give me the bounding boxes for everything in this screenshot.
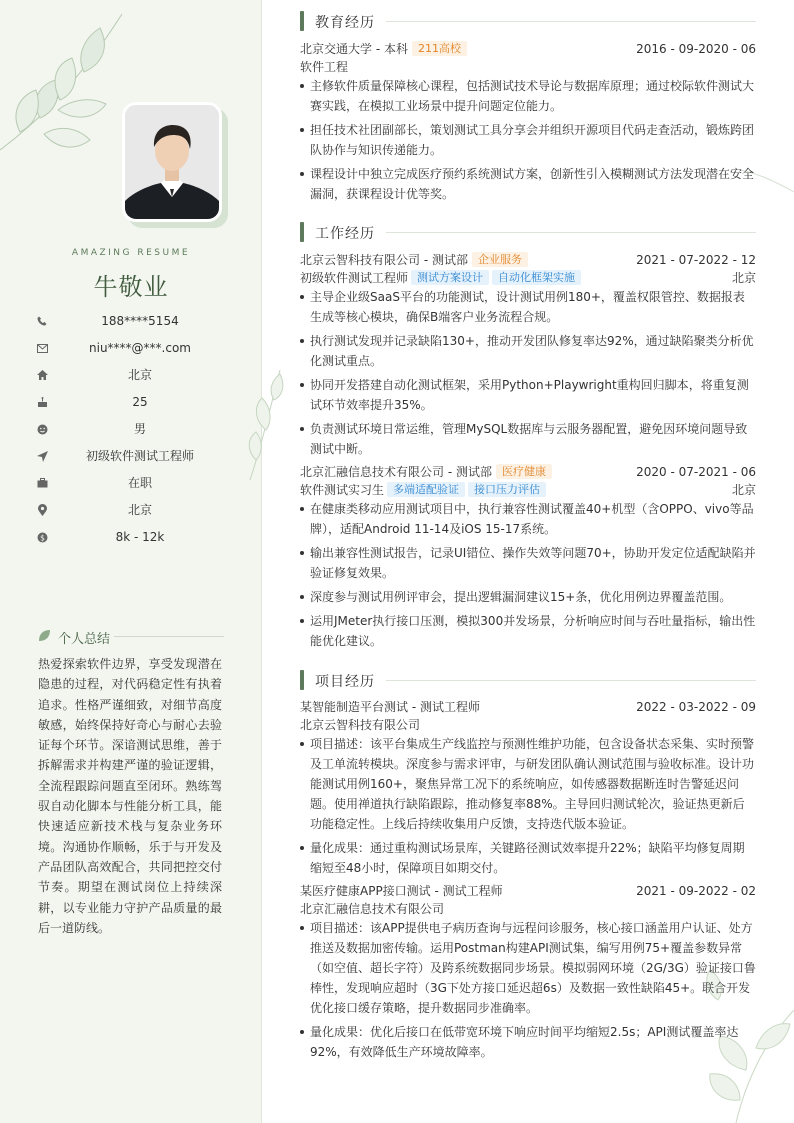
list-item: 项目描述：该平台集成生产线监控与预测性维护功能，包含设备状态采集、实时预警及工单流转模块。深度参与需求评审，与研发团队确认测试范围与验收标准。设计功能测试用例160+，聚焦异常工况下的系统响应，如传感器数据断连时告警延迟问题。使用禅道执行缺陷跟踪，推动修复率88%。主导回归测试轮次，验证热更新后功能稳定性。上线后持续收集用户反馈，支持迭代版本验证。: [300, 734, 756, 834]
industry-tag: 企业服务: [472, 252, 528, 267]
industry-tag: 医疗健康: [496, 464, 552, 479]
salary-icon: [36, 531, 48, 543]
project-company: 北京云智科技有限公司: [300, 718, 421, 732]
list-item: 协同开发搭建自动化测试框架，采用Python+Playwright重构回归脚本，将重复测试环节效率提升35%。: [300, 375, 756, 415]
brand-label: AMAZING RESUME: [71, 248, 191, 258]
section-work-title: 工作经历: [300, 222, 756, 242]
list-item: 课程设计中独立完成医疗预约系统测试方案，创新性引入模糊测试方法发现潜在安全漏洞，获课程设计优等奖。: [300, 164, 756, 204]
home-icon: [36, 369, 48, 381]
sidebar: [0, 0, 262, 1123]
education-header: [300, 40, 756, 58]
skill-tag: 自动化框架实施: [492, 270, 581, 285]
info-location: 北京: [36, 500, 244, 527]
summary-text: 热爱探索软件边界，享受发现潜在隐患的过程，对代码稳定性有执着追求。性格严谨细致，对细节高度敏感，始终保持好奇心与耐心去验证每个环节。深谙测试思维，善于拆解需求并构建严谨的验证逻辑，全流程跟踪问题直至闭环。熟练驾驭自动化脚本与性能分析工具，能快速适应新技术栈与复杂业务环境。沟通协作顺畅，乐于与开发及产品团队高效配合，共同把控交付节奏。期望在测试岗位上持续深耕，以专业能力守护产品质量的最后一道防线。: [38, 657, 222, 935]
list-item: 在健康类移动应用测试项目中，执行兼容性测试覆盖40+机型（含OPPO、vivo等品牌），适配Android 11-14及iOS 15-17系统。: [300, 499, 756, 539]
section-projects-title: 项目经历: [300, 670, 756, 690]
info-phone: 188****5154: [36, 311, 244, 338]
education-period: 2016 - 09-2020 - 06: [636, 42, 756, 56]
info-hometown: 北京: [36, 365, 244, 392]
list-item: 主导企业级SaaS平台的功能测试，设计测试用例180+，覆盖权限管控、数据报表生成等核心模块，确保B端客户业务流程合规。: [300, 287, 756, 327]
project-name: 某智能制造平台测试 - 测试工程师: [300, 700, 480, 714]
list-item: 量化成果：通过重构测试场景库，关键路径测试效率提升22%；缺陷平均修复周期缩短至48小时，保障项目如期交付。: [300, 838, 756, 878]
list-item: 深度参与测试用例评审会，提出逻辑漏洞建议15+条，优化用例边界覆盖范围。: [300, 587, 756, 607]
school-tag: 211高校: [412, 41, 467, 56]
job-period: 2021 - 07-2022 - 12: [636, 253, 756, 267]
project-header: [300, 698, 756, 716]
info-salary: $ 8k - 12k: [36, 527, 244, 554]
project-company-row: [300, 900, 756, 918]
job-role-row: [300, 481, 756, 499]
list-item: 主修软件质量保障核心课程，包括测试技术导论与数据库原理；通过校际软件测试大赛实践，在模拟工业场景中提升问题定位能力。: [300, 76, 756, 116]
skill-tag: 测试方案设计: [411, 270, 489, 285]
project-header: [300, 882, 756, 900]
contact-info-list: [36, 311, 244, 554]
job-header: [300, 251, 756, 269]
list-item: 项目描述：该APP提供电子病历查询与远程问诊服务，核心接口涵盖用户认证、处方推送及数据加密传输。运用Postman构建API测试集，编写用例75+覆盖参数异常（如空值、超长字符）及跨系统数据同步场景。模拟弱网环境（2G/3G）验证接口鲁棒性，发现响应超时（3G下处方接口延迟超6s）及数据一致性缺陷45+。联合开发优化接口缓存策略，提升数据同步准确率。: [300, 918, 756, 1018]
education-major-row: [300, 58, 756, 76]
company-name: 北京汇融信息技术有限公司 - 测试部: [300, 465, 492, 479]
project-company: 北京汇融信息技术有限公司: [300, 902, 445, 916]
job-header: [300, 463, 756, 481]
list-item: 输出兼容性测试报告，记录UI错位、操作失效等问题70+，协助开发定位适配缺陷并验证修复效果。: [300, 543, 756, 583]
project-period: 2021 - 09-2022 - 02: [636, 884, 756, 898]
briefcase-icon: [36, 477, 48, 489]
project-period: 2022 - 03-2022 - 09: [636, 700, 756, 714]
school-name: 北京交通大学 - 本科: [300, 42, 408, 56]
info-gender: 男: [36, 419, 244, 446]
cake-icon: [36, 396, 48, 408]
phone-icon: [36, 315, 48, 327]
list-item: 量化成果：优化后接口在低带宽环境下响应时间平均缩短2.5s；API测试覆盖率达92%，有效降低生产环境故障率。: [300, 1022, 756, 1062]
location-pin-icon: [36, 504, 48, 516]
job-period: 2020 - 07-2021 - 06: [636, 465, 756, 479]
job-city: 北京: [731, 271, 756, 285]
section-education-title: 教育经历: [300, 11, 756, 31]
avatar: [125, 105, 219, 219]
mail-icon: [36, 342, 48, 354]
info-status: 在职: [36, 473, 244, 500]
project-name: 某医疗健康APP接口测试 - 测试工程师: [300, 884, 503, 898]
list-item: 运用JMeter执行接口压测，模拟300并发场景，分析响应时间与吞吐量指标，输出性能优化建议。: [300, 611, 756, 651]
job-role: 初级软件测试工程师: [300, 271, 409, 285]
major: 软件工程: [300, 60, 349, 74]
project-company-row: [300, 716, 756, 734]
leaf-sprig-decoration: [240, 370, 300, 480]
send-icon: [36, 450, 48, 462]
info-email: niu****@***.com: [36, 338, 244, 365]
job-city: 北京: [731, 483, 756, 497]
list-item: 负责测试环境日常运维，管理MySQL数据库与云服务器配置，避免因环境问题导致测试中断。: [300, 419, 756, 459]
list-item: 执行测试发现并记录缺陷130+，推动开发团队修复率达92%，通过缺陷聚类分析优化测试重点。: [300, 331, 756, 371]
svg-text:$: $: [39, 532, 45, 542]
info-age: 25: [36, 392, 244, 419]
info-position: 初级软件测试工程师: [36, 446, 244, 473]
skill-tag: 多端适配验证: [387, 482, 465, 497]
candidate-name: 牛敬业: [93, 273, 169, 301]
profile-photo: [122, 102, 222, 222]
company-name: 北京云智科技有限公司 - 测试部: [300, 253, 468, 267]
summary-heading: 个人总结: [38, 626, 224, 646]
list-item: 担任技术社团副部长，策划测试工具分享会并组织开源项目代码走查活动，锻炼跨团队协作与知识传递能力。: [300, 120, 756, 160]
skill-tag: 接口压力评估: [468, 482, 546, 497]
job-role-row: [300, 269, 756, 287]
leaf-icon: [38, 629, 51, 642]
face-icon: [36, 423, 48, 435]
job-role: 软件测试实习生: [300, 483, 385, 497]
